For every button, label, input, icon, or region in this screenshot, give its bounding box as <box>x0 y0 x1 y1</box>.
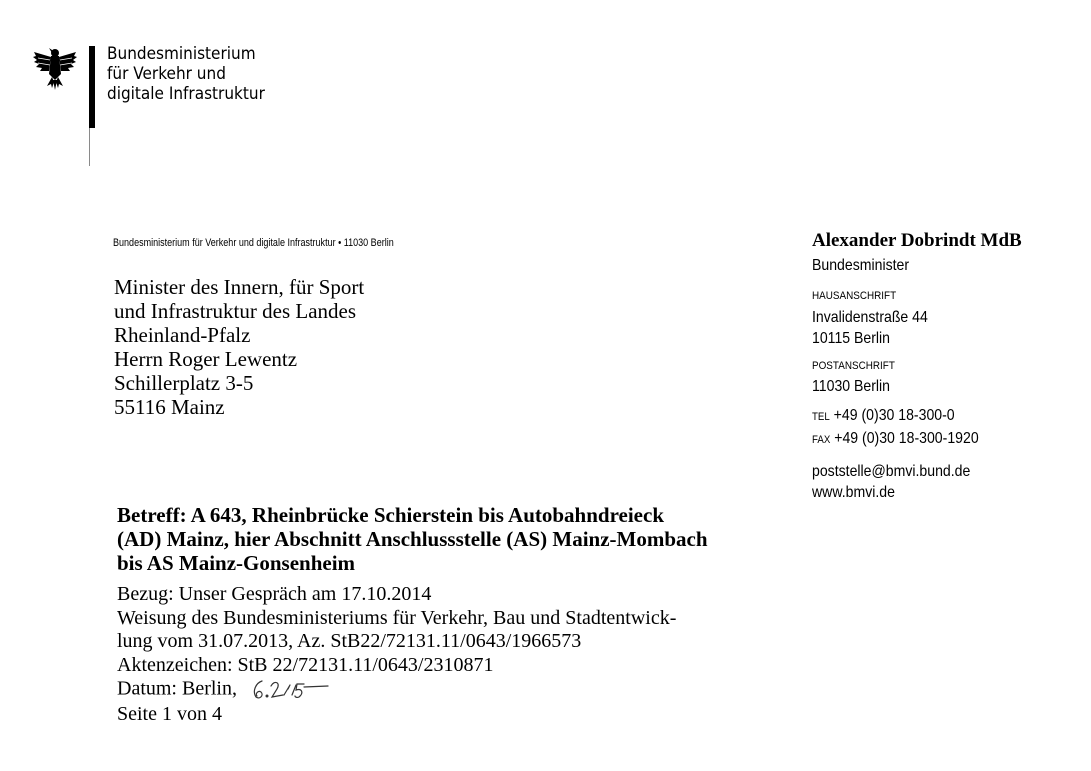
subject-line: (AD) Mainz, hier Abschnitt Anschlussstelle (AS) Mainz-Mombach <box>117 527 708 551</box>
recipient-line: 55116 Mainz <box>114 395 225 419</box>
ministry-name-line: digitale Infrastruktur <box>107 84 265 104</box>
subject-line: Betreff: A 643, Rheinbrücke Schierstein bis Autobahndreieck <box>117 503 664 527</box>
email-link[interactable]: poststelle@bmvi.bund.de <box>812 463 971 480</box>
subject-block <box>117 503 817 575</box>
reference-block <box>117 583 817 727</box>
house-street: Invalidenstraße 44 <box>812 309 928 326</box>
letterhead-line <box>89 128 90 166</box>
reference-aktenzeichen: Aktenzeichen: StB 22/72131.11/0643/2310871 <box>117 653 494 676</box>
postal-address-label: POSTANSCHRIFT <box>812 360 895 372</box>
handwritten-date <box>248 677 378 703</box>
fax-value: +49 (0)30 18-300-1920 <box>834 430 979 447</box>
sender-block <box>812 230 1082 503</box>
page-number: Seite 1 von 4 <box>117 703 222 725</box>
tel-value: +49 (0)30 18-300-0 <box>833 407 955 424</box>
ministry-name <box>107 44 341 104</box>
recipient-line: und Infrastruktur des Landes <box>114 299 357 323</box>
ministry-name-line: für Verkehr und <box>107 64 226 84</box>
recipient-address <box>114 275 364 419</box>
reference-weisung: Weisung des Bundesministeriums für Verkehr, Bau und Stadtentwick- <box>117 606 677 629</box>
recipient-line: Schillerplatz 3-5 <box>114 371 254 395</box>
ministry-name-line: Bundesministerium <box>107 44 256 64</box>
postal-city: 11030 Berlin <box>812 378 891 395</box>
subject-line: bis AS Mainz-Gonsenheim <box>117 551 356 575</box>
sender-role: Bundesminister <box>812 257 910 274</box>
reference-weisung-cont: lung vom 31.07.2013, Az. StB22/72131.11/0643/1966573 <box>117 630 582 652</box>
sender-name: Alexander Dobrindt MdB <box>812 230 1022 251</box>
recipient-line: Herrn Roger Lewentz <box>114 347 298 371</box>
letterhead-bar <box>89 46 95 128</box>
date-label: Datum: Berlin, <box>117 677 237 700</box>
fax-label: FAX <box>812 434 831 446</box>
house-address-label: HAUSANSCHRIFT <box>812 290 897 302</box>
tel-row <box>812 405 1050 428</box>
date-row <box>117 677 817 703</box>
fax-row <box>812 428 1050 451</box>
federal-eagle-logo <box>30 44 80 94</box>
recipient-line: Minister des Innern, für Sport <box>114 275 365 299</box>
reference-bezug: Bezug: Unser Gespräch am 17.10.2014 <box>117 583 432 605</box>
house-city: 10115 Berlin <box>812 330 891 347</box>
web-link[interactable]: www.bmvi.de <box>812 484 895 501</box>
tel-label: TEL <box>812 411 830 423</box>
recipient-line: Rheinland-Pfalz <box>114 323 251 347</box>
return-address: Bundesministerium für Verkehr und digitale Infrastruktur • 11030 Berlin <box>113 237 394 249</box>
